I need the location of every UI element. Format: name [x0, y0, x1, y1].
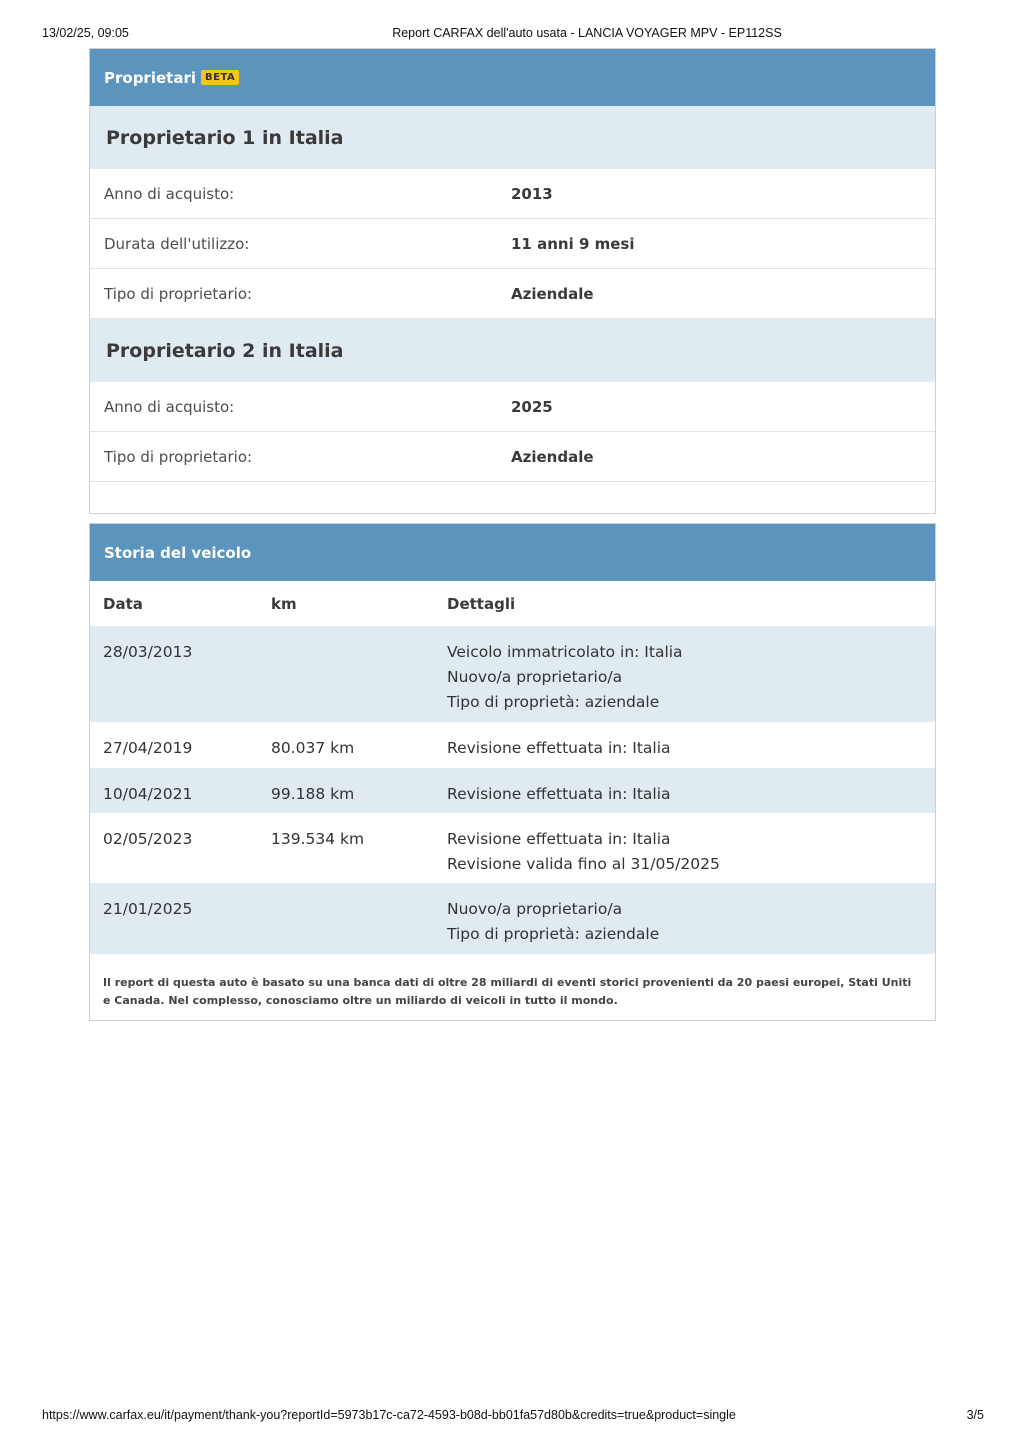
row-details	[447, 736, 935, 768]
row-km: 99.188 km	[271, 785, 355, 803]
column-header-km: km	[271, 594, 297, 613]
row-detail-line: Revisione valida fino al 31/05/2025	[447, 855, 720, 873]
table-row	[90, 722, 935, 768]
owner-row-value: Aziendale	[511, 284, 594, 303]
history-title: Storia del veicolo	[104, 543, 252, 562]
row-detail-line: Tipo di proprietà: aziendale	[447, 693, 660, 711]
row-km: 80.037 km	[271, 739, 355, 757]
owners-title: Proprietari	[104, 68, 196, 87]
history-table-header	[90, 581, 935, 626]
print-datetime: 13/02/25, 09:05	[42, 26, 129, 40]
owner-row	[90, 169, 935, 219]
owner-row	[90, 269, 935, 319]
owner-row-value: Aziendale	[511, 447, 594, 466]
owner-row-value: 2013	[511, 184, 553, 203]
row-details	[447, 897, 935, 954]
table-row	[90, 883, 935, 954]
print-header	[0, 26, 1024, 42]
row-detail-line: Revisione effettuata in: Italia	[447, 785, 671, 803]
row-detail-line: Tipo di proprietà: aziendale	[447, 925, 660, 943]
row-detail-line: Nuovo/a proprietario/a	[447, 668, 623, 686]
owner-row-label: Tipo di proprietario:	[104, 447, 253, 466]
owner-row-label: Tipo di proprietario:	[104, 284, 253, 303]
row-details	[447, 827, 935, 883]
row-detail-line: Nuovo/a proprietario/a	[447, 900, 623, 918]
row-date: 10/04/2021	[103, 785, 193, 803]
row-km: 139.534 km	[271, 830, 365, 848]
owner-row	[90, 432, 935, 482]
owner-row	[90, 219, 935, 269]
print-footer	[0, 1408, 1024, 1424]
owners-header	[90, 49, 935, 106]
row-km	[271, 897, 447, 954]
row-detail-line: Revisione effettuata in: Italia	[447, 830, 671, 848]
row-date: 28/03/2013	[103, 643, 193, 661]
row-details	[447, 782, 935, 813]
column-header-date: Data	[103, 594, 143, 613]
table-row	[90, 813, 935, 883]
owner-row-value: 11 anni 9 mesi	[511, 234, 635, 253]
owner-2-title: Proprietario 2 in Italia	[90, 319, 935, 382]
owners-card	[89, 48, 936, 514]
column-header-details: Dettagli	[447, 594, 516, 613]
owner-1-title: Proprietario 1 in Italia	[90, 106, 935, 169]
owner-row-value: 2025	[511, 397, 553, 416]
owner-row-label: Durata dell'utilizzo:	[104, 234, 250, 253]
row-km	[271, 640, 447, 722]
row-date: 02/05/2023	[103, 830, 193, 848]
page-number: 3/5	[966, 1408, 984, 1422]
history-card	[89, 523, 936, 1021]
owner-row	[90, 382, 935, 432]
row-detail-line: Veicolo immatricolato in: Italia	[447, 643, 683, 661]
row-date: 21/01/2025	[103, 900, 193, 918]
print-url: https://www.carfax.eu/it/payment/thank-you?reportId=5973b17c-ca72-4593-b08d-bb01fa57d80b&credits=true&product=single	[42, 1408, 736, 1422]
history-footnote: Il report di questa auto è basato su una banca dati di oltre 28 miliardi di eventi storici provenienti da 20 paesi europei, Stati Uniti e Canada. Nel complesso, conosciamo oltre un miliardo di veicoli in tutto il mondo.	[103, 976, 912, 1007]
beta-badge: BETA	[201, 70, 239, 85]
row-date: 27/04/2019	[103, 739, 193, 757]
table-row	[90, 626, 935, 722]
owner-row-label: Anno di acquisto:	[104, 184, 235, 203]
row-details	[447, 640, 935, 722]
history-header	[90, 524, 935, 581]
table-row	[90, 768, 935, 813]
row-detail-line: Revisione effettuata in: Italia	[447, 739, 671, 757]
owner-row-label: Anno di acquisto:	[104, 397, 235, 416]
print-title: Report CARFAX dell'auto usata - LANCIA VOYAGER MPV - EP112SS	[392, 26, 782, 40]
